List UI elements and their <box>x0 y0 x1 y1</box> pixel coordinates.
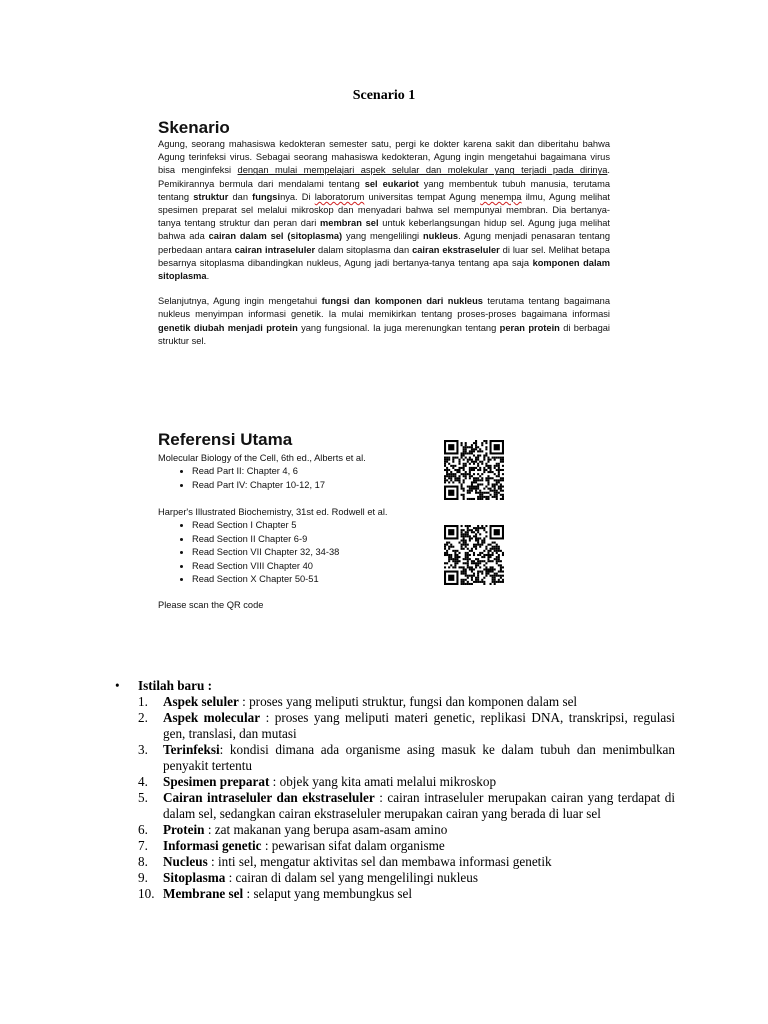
referensi-title: Referensi Utama <box>158 430 293 449</box>
term-item <box>110 822 675 838</box>
term-number: 8. <box>138 854 148 869</box>
qr-code-icon[interactable] <box>444 525 504 585</box>
text-run: universitas tempat Agung <box>364 191 481 202</box>
bold-keyword: peran protein <box>499 322 560 333</box>
term-name: Terinfeksi <box>163 742 220 757</box>
term-number: 1. <box>138 694 148 709</box>
term-number: 9. <box>138 870 148 885</box>
term-number: 4. <box>138 774 148 789</box>
new-terms-list <box>110 694 675 902</box>
reference-source: Harper's Illustrated Biochemistry, 31st ed. Rodwell et al. <box>158 507 388 517</box>
skenario-title: Skenario <box>158 118 230 137</box>
new-terms-heading-text: Istilah baru : <box>138 678 213 693</box>
text-run: dan <box>228 191 253 202</box>
skenario-body <box>158 138 610 360</box>
text-run: di luar sel. Melihat betapa besarnya sitoplasma dibandingkan nukleus, Agung jadi bertanya-tanya tentang apa saja <box>158 244 610 268</box>
reference-book-1 <box>158 452 438 492</box>
term-name: Aspek seluler <box>163 694 239 709</box>
text-run: . Agung menjadi penasaran tentang perbedaan antara <box>158 231 610 255</box>
term-item <box>110 854 675 870</box>
text-run: . Pemikirannya bermula dari mendalami tentang <box>158 165 610 189</box>
reference-chapter: • Read Section VIII Chapter 40 <box>192 560 438 574</box>
term-number: 5. <box>138 790 148 805</box>
reference-chapter: • Read Section VII Chapter 32, 34-38 <box>192 546 438 560</box>
bold-keyword: fungsi <box>252 191 281 202</box>
bold-keyword: cairan intraseluler <box>234 244 316 255</box>
text-run: di berbagai struktur sel. <box>158 322 610 346</box>
text-run: terutama tentang bagaimana nukleus menyimpan informasi genetik. Ia mulai memikirkan tentang proses-proses bagaimana informasi <box>158 296 610 320</box>
term-item <box>110 838 675 854</box>
term-item <box>110 710 675 742</box>
text-run: yang fungsional. Ia juga merenungkan tentang <box>297 322 500 333</box>
scan-qr-note: Please scan the QR code <box>158 600 264 610</box>
reference-chapter-list <box>158 465 438 492</box>
text-run: yang mengelilingi <box>342 231 423 242</box>
new-terms-heading <box>110 678 675 694</box>
term-item <box>110 886 675 902</box>
term-name: Aspek molecular <box>163 710 261 725</box>
term-definition: : cairan di dalam sel yang mengelilingi nukleus <box>225 870 478 885</box>
term-definition: : inti sel, mengatur aktivitas sel dan membawa informasi genetik <box>207 854 552 869</box>
term-number: 7. <box>138 838 148 853</box>
bold-keyword: cairan dalam sel (sitoplasma) <box>208 231 343 242</box>
qr-code-icon[interactable] <box>444 440 504 500</box>
reference-book-2 <box>158 506 438 587</box>
reference-chapter: • Read Section I Chapter 5 <box>192 519 438 533</box>
term-name: Spesimen preparat <box>163 774 270 789</box>
new-terms-section <box>110 678 675 902</box>
reference-chapter-list <box>158 519 438 587</box>
term-name: Protein <box>163 822 205 837</box>
term-definition: : zat makanan yang berupa asam-asam amino <box>204 822 448 837</box>
term-definition: : pewarisan sifat dalam organisme <box>261 838 445 853</box>
underlined-text: dengan mulai mempelajari aspek selular dan molekular yang terjadi pada dirinya <box>237 165 608 176</box>
text-run: nya. Di <box>280 191 315 202</box>
term-item <box>110 774 675 790</box>
term-definition: : proses yang meliputi materi genetic, replikasi DNA, transkripsi, regulasi gen, translasi, dan mutasi <box>163 710 676 741</box>
spellcheck-word: menempa <box>480 191 522 202</box>
text-run: untuk keberlangsungan hidup sel. Agung juga melihat bahwa ada <box>158 218 610 242</box>
term-name: Membrane sel <box>163 886 244 901</box>
term-name: Sitoplasma <box>163 870 226 885</box>
bold-keyword: membran sel <box>320 218 379 229</box>
term-item <box>110 742 675 774</box>
term-name: Nucleus <box>163 854 208 869</box>
term-item <box>110 790 675 822</box>
term-definition: : kondisi dimana ada organisme asing masuk ke dalam tubuh dan menimbulkan penyakit tertentu <box>163 742 675 773</box>
reference-chapter: • Read Section II Chapter 6-9 <box>192 533 438 547</box>
bold-keyword: struktur <box>193 191 229 202</box>
term-definition: : cairan intraseluler merupakan cairan yang terdapat di dalam sel, sedangkan cairan ekstraseluler merupakan cairan yang berada di luar sel <box>163 790 676 821</box>
text-run: yang membentuk tubuh manusia, terutama tentang <box>158 178 610 202</box>
bullet-icon: • <box>115 678 120 693</box>
term-number: 6. <box>138 822 148 837</box>
skenario-paragraph-2 <box>158 295 610 348</box>
reference-chapter: • Read Part IV: Chapter 10-12, 17 <box>192 479 438 493</box>
term-item <box>110 694 675 710</box>
term-number: 3. <box>138 742 148 757</box>
term-definition: : proses yang meliputi struktur, fungsi dan komponen dalam sel <box>238 694 578 709</box>
skenario-paragraph-1 <box>158 138 610 283</box>
spellcheck-word: laboratorum <box>314 191 365 202</box>
text-run: Agung, seorang mahasiswa kedokteran semester satu, pergi ke dokter karena sakit dan diberitahu bahwa Agung terinfeksi virus. Sebagai seorang mahasiswa kedokteran, Agung ingin mengetahui bagaimana virus bisa menginfeksi <box>158 139 610 176</box>
bold-keyword: genetik diubah menjadi protein <box>158 322 298 333</box>
term-name: Informasi genetic <box>163 838 262 853</box>
reference-chapter: • Read Section X Chapter 50-51 <box>192 573 438 587</box>
term-definition: : objek yang kita amati melalui mikroskop <box>269 774 497 789</box>
text-run: . <box>206 271 210 282</box>
term-definition: : selaput yang membungkus sel <box>243 886 413 901</box>
bold-keyword: sel eukariot <box>364 178 419 189</box>
text-run: Selanjutnya, Agung ingin mengetahui <box>158 296 322 307</box>
text-run: ilmu, Agung melihat spesimen preparat sel melalui mikroskop dan menyadari bahwa sel mempunyai membran. Dia bertanya-tanya tentang struktur dan peran dari <box>158 191 611 229</box>
term-number: 10. <box>138 886 155 901</box>
text-run: dalam sitoplasma dan <box>315 244 413 255</box>
reference-source: Molecular Biology of the Cell, 6th ed., Alberts et al. <box>158 453 366 463</box>
term-number: 2. <box>138 710 148 725</box>
bold-keyword: komponen dalam sitoplasma <box>158 257 610 282</box>
bold-keyword: cairan ekstraseluler <box>412 244 500 255</box>
bold-keyword: fungsi dan komponen dari nukleus <box>321 296 483 307</box>
reference-chapter: • Read Part II: Chapter 4, 6 <box>192 465 438 479</box>
bold-keyword: nukleus <box>422 231 459 242</box>
page-title: Scenario 1 <box>352 88 416 103</box>
term-item <box>110 870 675 886</box>
term-name: Cairan intraseluler dan ekstraseluler <box>163 790 375 805</box>
